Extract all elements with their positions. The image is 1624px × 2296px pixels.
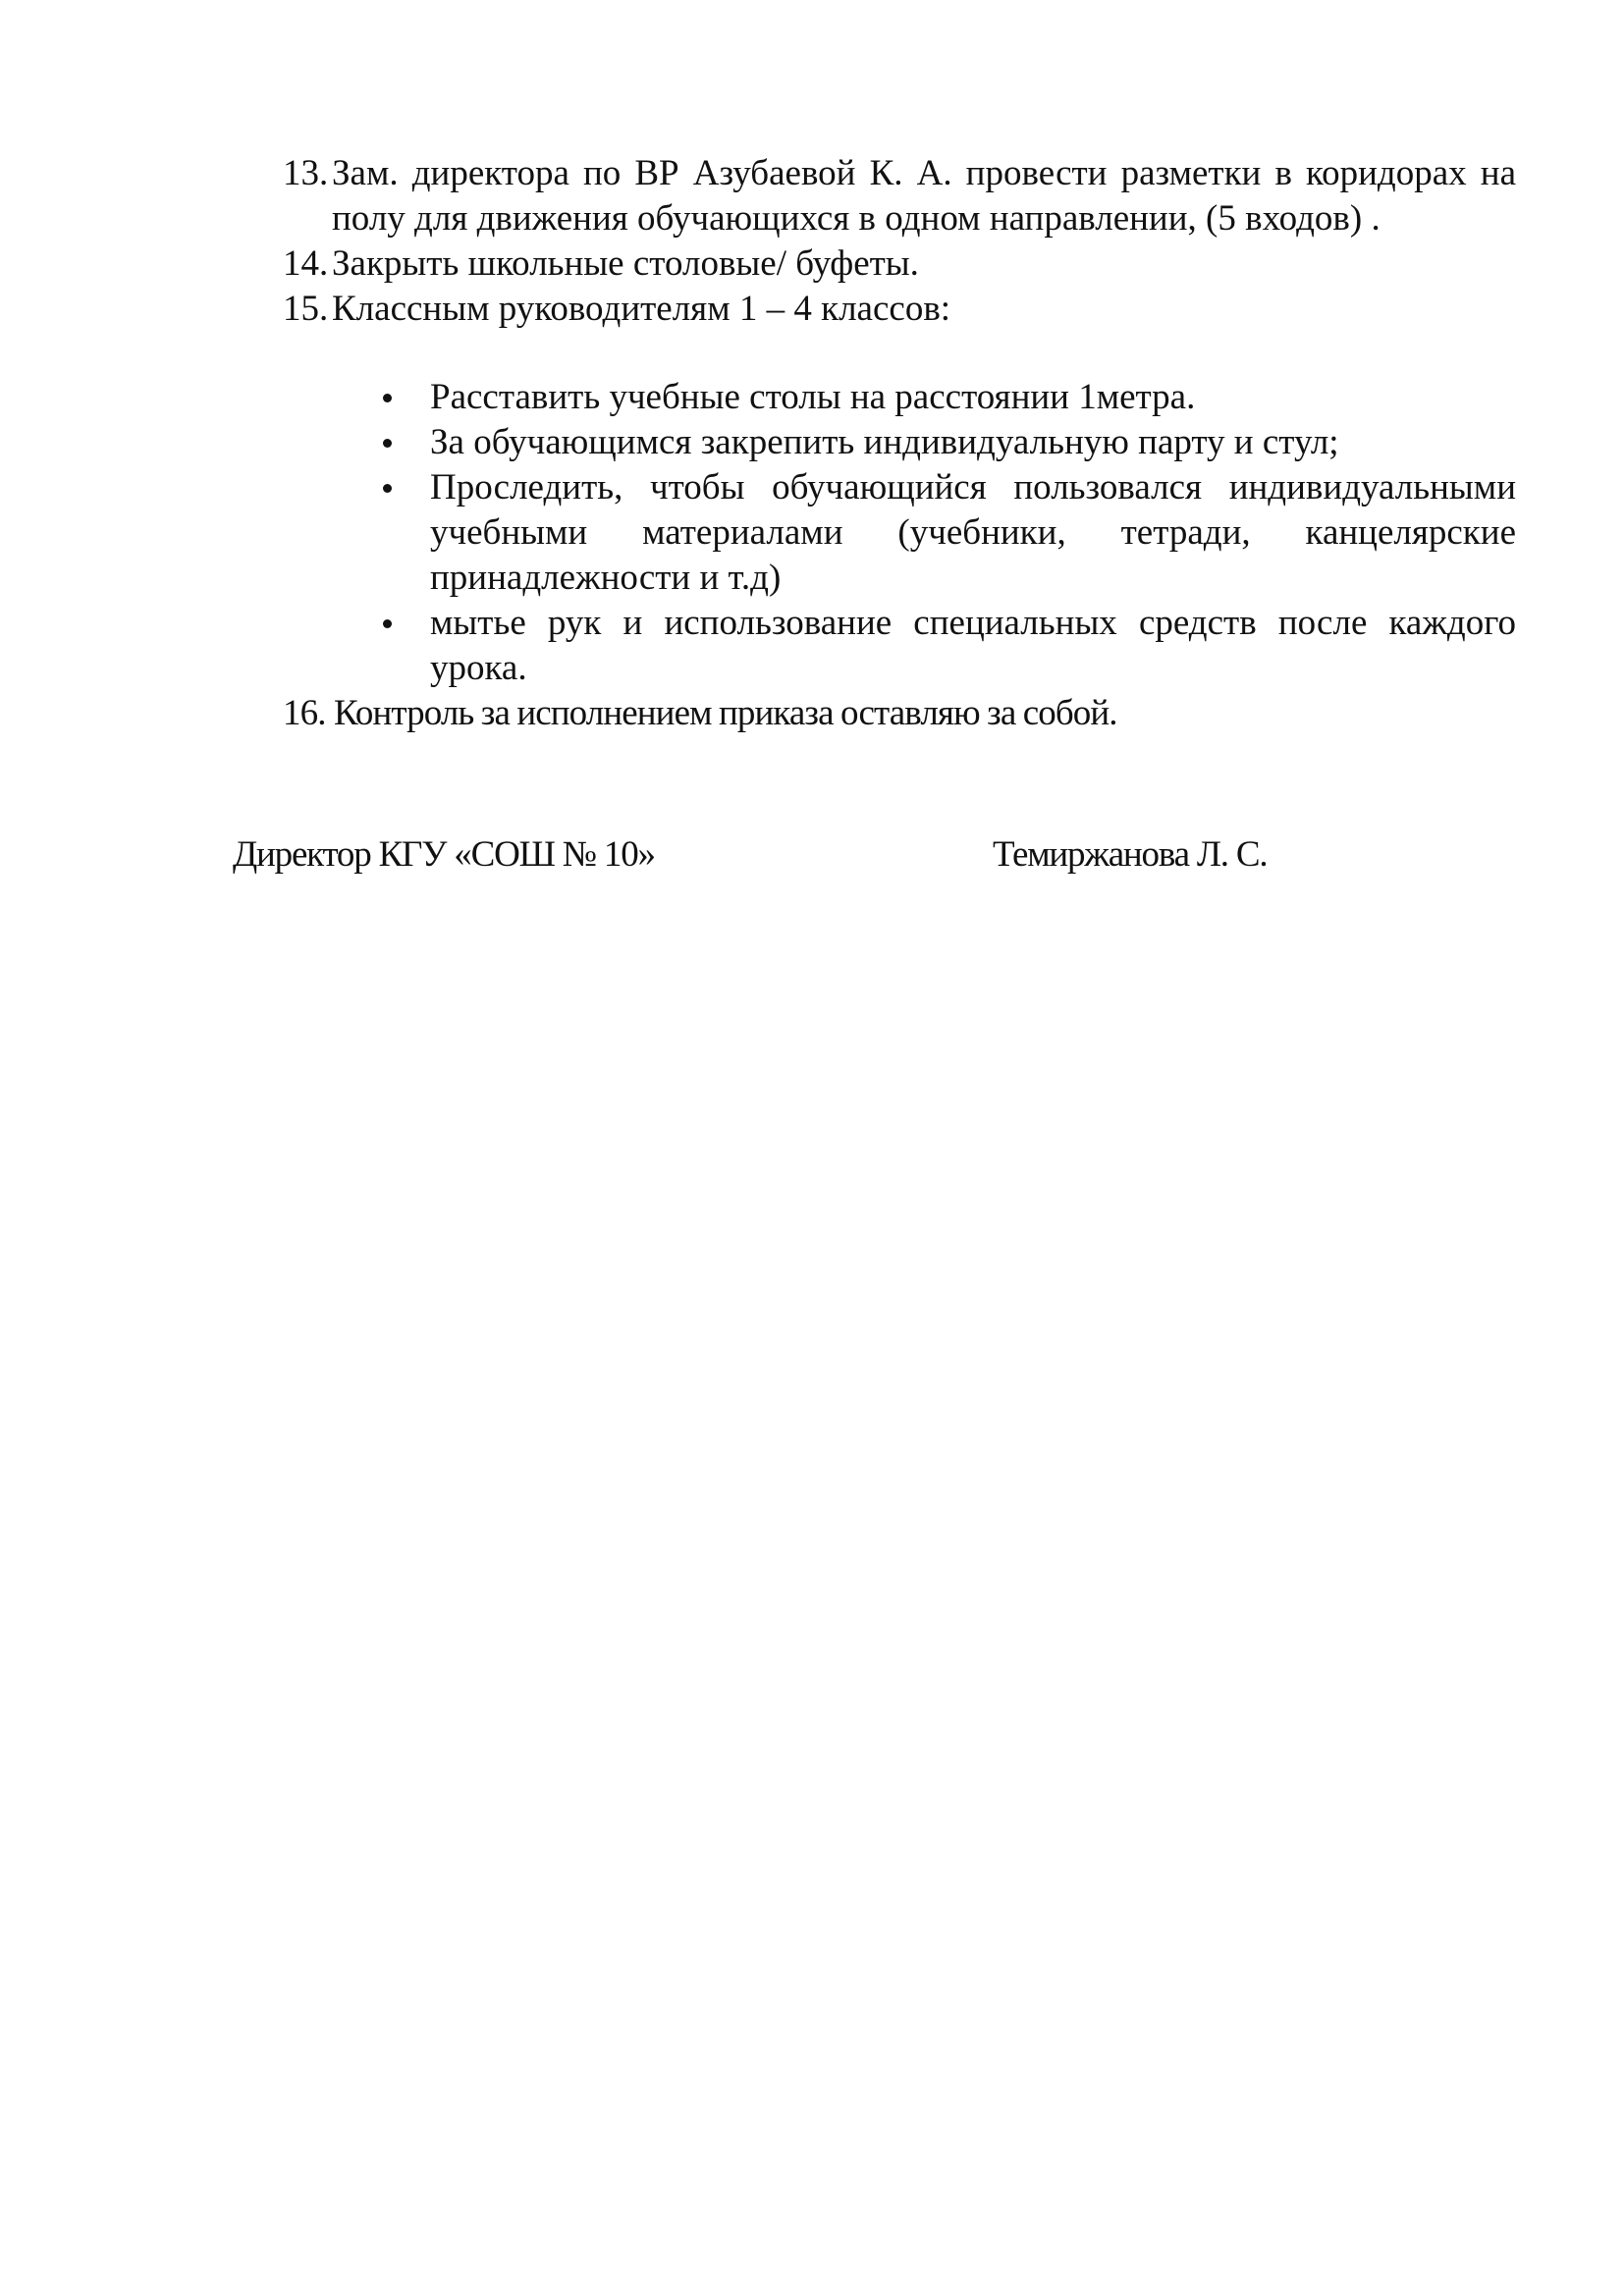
list-item-13: [283, 151, 1516, 241]
bullet-item: [283, 601, 1516, 691]
bullet-item: [283, 375, 1516, 420]
bullet-text: Расставить учебные столы на расстоянии 1метра.: [430, 377, 1196, 417]
bullet-text: Проследить, чтобы обучающийся пользовался индивидуальными учебными материалами (учебники, тетради, канцелярские принадлежности и т.д): [430, 467, 1516, 598]
bullet-item: [283, 420, 1516, 465]
bullet-item: [283, 465, 1516, 601]
bullet-text: мытье рук и использование специальных средств после каждого урока.: [430, 603, 1516, 688]
list-item-15: [283, 287, 1516, 332]
signature-name: Темиржанова Л. С.: [993, 834, 1268, 875]
item-text: Закрыть школьные столовые/ буфеты.: [332, 243, 919, 284]
signature-position: Директор КГУ «СОШ № 10»: [233, 834, 655, 875]
bullet-text: За обучающимся закрепить индивидуальную парту и стул;: [430, 422, 1339, 462]
list-item-14: [283, 241, 1516, 287]
document-body: [283, 151, 1516, 736]
item-text: Контроль за исполнением приказа оставляю за собой.: [334, 693, 1117, 733]
item-text: Классным руководителям 1 – 4 классов:: [332, 289, 951, 329]
item-number: 16.: [283, 693, 326, 733]
item-number: 15.: [283, 289, 329, 329]
item-text: Зам. директора по ВР Азубаевой К. А. провести разметки в коридорах на полу для движения обучающихся в одном направлении, (5 входов) .: [332, 153, 1516, 239]
bullet-icon: [383, 394, 392, 402]
list-item-16: [283, 691, 1516, 736]
bullet-icon: [383, 484, 392, 493]
item-number: 14.: [283, 243, 329, 284]
item-number: 13.: [283, 153, 329, 193]
bullet-icon: [383, 619, 392, 628]
bullet-icon: [383, 439, 392, 448]
bullet-list: [283, 375, 1516, 691]
